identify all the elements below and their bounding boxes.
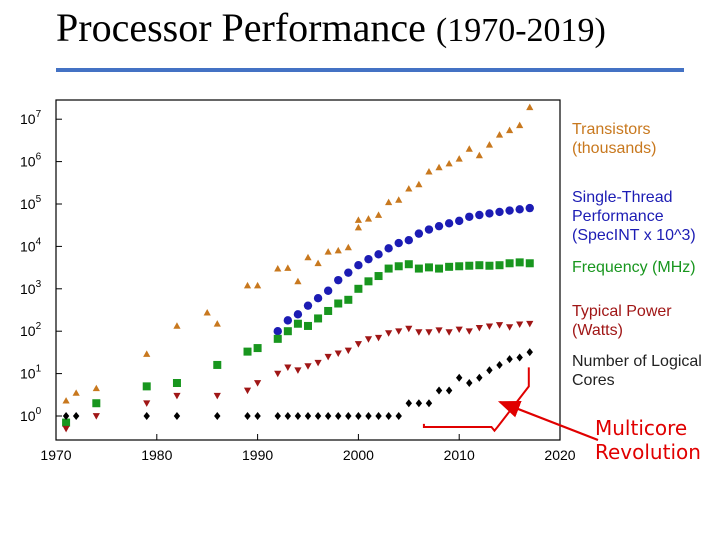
point-number-of-logical-cores	[335, 412, 341, 420]
point-typical-power-watts	[294, 367, 301, 373]
point-frequency-mhz	[284, 327, 292, 335]
point-frequency-mhz	[445, 263, 453, 271]
legend-entry: Transistors (thousands)	[572, 121, 657, 157]
point-typical-power-watts	[466, 328, 473, 334]
point-number-of-logical-cores	[396, 412, 402, 420]
point-typical-power-watts	[375, 335, 382, 341]
point-transistors-thousands	[62, 397, 69, 403]
y-tick-label: $10^3$	[20, 278, 42, 297]
point-frequency-mhz	[254, 344, 262, 352]
point-frequency-mhz	[304, 322, 312, 330]
point-typical-power-watts	[62, 426, 69, 432]
point-number-of-logical-cores	[385, 412, 391, 420]
point-transistors-thousands	[395, 196, 402, 202]
title-years: (1970-2019)	[435, 12, 606, 49]
point-typical-power-watts	[496, 322, 503, 328]
point-number-of-logical-cores	[73, 412, 79, 420]
point-transistors-thousands	[516, 122, 523, 128]
point-frequency-mhz	[455, 262, 463, 270]
point-number-of-logical-cores	[355, 412, 361, 420]
point-typical-power-watts	[335, 350, 342, 356]
point-transistors-thousands	[254, 282, 261, 288]
point-frequency-mhz	[375, 272, 383, 280]
legend-entry: Number of Logical Cores	[572, 353, 702, 389]
point-typical-power-watts	[476, 325, 483, 331]
title-underline	[56, 68, 684, 72]
point-typical-power-watts	[214, 393, 221, 399]
point-frequency-mhz	[274, 335, 282, 343]
point-number-of-logical-cores	[254, 412, 260, 420]
point-typical-power-watts	[415, 329, 422, 335]
point-number-of-logical-cores	[345, 412, 351, 420]
point-frequency-mhz	[395, 262, 403, 270]
x-tick-label: 1980	[141, 447, 173, 463]
point-single-thread-performance-specint-x-10-3	[324, 287, 332, 295]
point-frequency-mhz	[294, 320, 302, 328]
point-transistors-thousands	[345, 244, 352, 250]
point-transistors-thousands	[274, 265, 281, 271]
point-transistors-thousands	[405, 185, 412, 191]
point-transistors-thousands	[425, 168, 432, 174]
point-number-of-logical-cores	[365, 412, 371, 420]
point-single-thread-performance-specint-x-10-3	[526, 204, 534, 212]
point-number-of-logical-cores	[506, 355, 512, 363]
point-typical-power-watts	[486, 323, 493, 329]
point-typical-power-watts	[456, 327, 463, 333]
point-transistors-thousands	[335, 247, 342, 253]
point-typical-power-watts	[304, 363, 311, 369]
point-frequency-mhz	[465, 262, 473, 270]
point-frequency-mhz	[344, 296, 352, 304]
point-frequency-mhz	[173, 379, 181, 387]
point-typical-power-watts	[506, 324, 513, 330]
y-tick-label: $10^5$	[20, 194, 42, 212]
point-typical-power-watts	[93, 413, 100, 419]
y-tick-label: $10^7$	[20, 109, 42, 128]
point-transistors-thousands	[73, 389, 80, 395]
point-number-of-logical-cores	[456, 374, 462, 382]
point-single-thread-performance-specint-x-10-3	[435, 222, 443, 230]
point-number-of-logical-cores	[315, 412, 321, 420]
point-transistors-thousands	[415, 181, 422, 187]
point-single-thread-performance-specint-x-10-3	[284, 316, 292, 324]
point-frequency-mhz	[92, 399, 100, 407]
point-number-of-logical-cores	[527, 348, 533, 356]
point-single-thread-performance-specint-x-10-3	[294, 310, 302, 318]
point-typical-power-watts	[385, 330, 392, 336]
point-single-thread-performance-specint-x-10-3	[505, 206, 513, 214]
page-title	[56, 5, 606, 50]
point-transistors-thousands	[314, 260, 321, 266]
point-frequency-mhz	[364, 277, 372, 285]
point-transistors-thousands	[143, 350, 150, 356]
point-typical-power-watts	[314, 360, 321, 366]
legend-entry: Typical Power (Watts)	[572, 303, 672, 339]
point-frequency-mhz	[324, 307, 332, 315]
point-single-thread-performance-specint-x-10-3	[475, 211, 483, 219]
point-single-thread-performance-specint-x-10-3	[344, 268, 352, 276]
point-typical-power-watts	[425, 329, 432, 335]
point-single-thread-performance-specint-x-10-3	[354, 261, 362, 269]
x-tick-label: 2000	[342, 447, 374, 463]
point-transistors-thousands	[435, 164, 442, 170]
x-tick-label: 1970	[40, 447, 72, 463]
point-number-of-logical-cores	[285, 412, 291, 420]
point-typical-power-watts	[244, 388, 251, 394]
point-transistors-thousands	[325, 248, 332, 254]
point-number-of-logical-cores	[375, 412, 381, 420]
point-single-thread-performance-specint-x-10-3	[465, 213, 473, 221]
point-number-of-logical-cores	[214, 412, 220, 420]
point-number-of-logical-cores	[174, 412, 180, 420]
point-single-thread-performance-specint-x-10-3	[515, 205, 523, 213]
multicore-annotation: Multicore Revolution	[595, 416, 701, 464]
point-frequency-mhz	[475, 261, 483, 269]
legend-entry: Frequency (MHz)	[572, 259, 696, 276]
point-single-thread-performance-specint-x-10-3	[334, 276, 342, 284]
point-transistors-thousands	[173, 322, 180, 328]
point-transistors-thousands	[456, 155, 463, 161]
point-single-thread-performance-specint-x-10-3	[405, 236, 413, 244]
point-typical-power-watts	[284, 365, 291, 371]
point-transistors-thousands	[486, 141, 493, 147]
point-single-thread-performance-specint-x-10-3	[495, 208, 503, 216]
point-number-of-logical-cores	[516, 353, 522, 361]
point-number-of-logical-cores	[275, 412, 281, 420]
point-single-thread-performance-specint-x-10-3	[304, 301, 312, 309]
point-number-of-logical-cores	[436, 386, 442, 394]
y-tick-label: $10^1$	[20, 363, 42, 382]
point-number-of-logical-cores	[325, 412, 331, 420]
point-transistors-thousands	[304, 254, 311, 260]
plot-frame	[56, 100, 560, 440]
point-frequency-mhz	[314, 314, 322, 322]
point-typical-power-watts	[365, 336, 372, 342]
point-frequency-mhz	[425, 263, 433, 271]
point-frequency-mhz	[354, 285, 362, 293]
x-tick-label: 1990	[242, 447, 274, 463]
point-typical-power-watts	[173, 393, 180, 399]
point-frequency-mhz	[334, 300, 342, 308]
point-number-of-logical-cores	[426, 399, 432, 407]
point-transistors-thousands	[365, 215, 372, 221]
point-typical-power-watts	[435, 327, 442, 333]
point-typical-power-watts	[516, 321, 523, 327]
point-single-thread-performance-specint-x-10-3	[425, 225, 433, 233]
point-transistors-thousands	[294, 278, 301, 284]
point-transistors-thousands	[476, 152, 483, 158]
point-frequency-mhz	[213, 361, 221, 369]
point-frequency-mhz	[405, 260, 413, 268]
point-number-of-logical-cores	[486, 366, 492, 374]
point-transistors-thousands	[375, 211, 382, 217]
point-frequency-mhz	[485, 262, 493, 270]
point-transistors-thousands	[244, 282, 251, 288]
point-typical-power-watts	[446, 329, 453, 335]
point-single-thread-performance-specint-x-10-3	[395, 239, 403, 247]
point-transistors-thousands	[284, 264, 291, 270]
multicore-brace	[424, 367, 529, 430]
point-frequency-mhz	[496, 261, 504, 269]
y-tick-label: $10^6$	[20, 151, 42, 170]
point-frequency-mhz	[506, 259, 514, 267]
point-number-of-logical-cores	[406, 399, 412, 407]
y-tick-label: $10^2$	[20, 321, 42, 340]
point-typical-power-watts	[274, 371, 281, 377]
point-transistors-thousands	[355, 224, 362, 230]
point-number-of-logical-cores	[144, 412, 150, 420]
point-single-thread-performance-specint-x-10-3	[455, 217, 463, 225]
point-typical-power-watts	[355, 341, 362, 347]
point-frequency-mhz	[526, 259, 534, 267]
point-number-of-logical-cores	[496, 361, 502, 369]
point-typical-power-watts	[526, 321, 533, 327]
point-transistors-thousands	[385, 199, 392, 205]
x-tick-label: 2010	[443, 447, 475, 463]
y-tick-label: $10^0$	[20, 406, 42, 424]
point-transistors-thousands	[466, 145, 473, 151]
point-single-thread-performance-specint-x-10-3	[374, 250, 382, 258]
point-transistors-thousands	[214, 320, 221, 326]
point-transistors-thousands	[506, 127, 513, 133]
point-frequency-mhz	[516, 258, 524, 266]
point-single-thread-performance-specint-x-10-3	[445, 219, 453, 227]
point-single-thread-performance-specint-x-10-3	[485, 209, 493, 217]
x-tick-label: 2020	[544, 447, 576, 463]
point-number-of-logical-cores	[446, 386, 452, 394]
point-transistors-thousands	[355, 216, 362, 222]
point-single-thread-performance-specint-x-10-3	[314, 294, 322, 302]
multicore-arrow	[500, 402, 598, 440]
point-frequency-mhz	[435, 265, 443, 273]
point-typical-power-watts	[143, 400, 150, 406]
point-single-thread-performance-specint-x-10-3	[364, 255, 372, 263]
point-transistors-thousands	[496, 131, 503, 137]
point-number-of-logical-cores	[416, 399, 422, 407]
point-number-of-logical-cores	[244, 412, 250, 420]
y-tick-label: $10^4$	[20, 236, 42, 255]
point-transistors-thousands	[204, 309, 211, 315]
point-frequency-mhz	[385, 265, 393, 273]
point-typical-power-watts	[345, 348, 352, 354]
point-single-thread-performance-specint-x-10-3	[384, 244, 392, 252]
point-single-thread-performance-specint-x-10-3	[274, 327, 282, 335]
legend-entry: Single-Thread Performance (SpecINT x 10^3)	[572, 189, 696, 244]
point-number-of-logical-cores	[305, 412, 311, 420]
point-typical-power-watts	[325, 354, 332, 360]
point-number-of-logical-cores	[295, 412, 301, 420]
point-typical-power-watts	[254, 380, 261, 386]
point-typical-power-watts	[405, 326, 412, 332]
title-main: Processor Performance	[56, 5, 426, 50]
point-transistors-thousands	[526, 104, 533, 110]
point-transistors-thousands	[93, 385, 100, 391]
point-single-thread-performance-specint-x-10-3	[415, 229, 423, 237]
point-number-of-logical-cores	[476, 374, 482, 382]
point-number-of-logical-cores	[466, 379, 472, 387]
point-frequency-mhz	[244, 348, 252, 356]
point-transistors-thousands	[446, 160, 453, 166]
point-typical-power-watts	[395, 328, 402, 334]
point-frequency-mhz	[415, 265, 423, 273]
point-frequency-mhz	[143, 382, 151, 390]
